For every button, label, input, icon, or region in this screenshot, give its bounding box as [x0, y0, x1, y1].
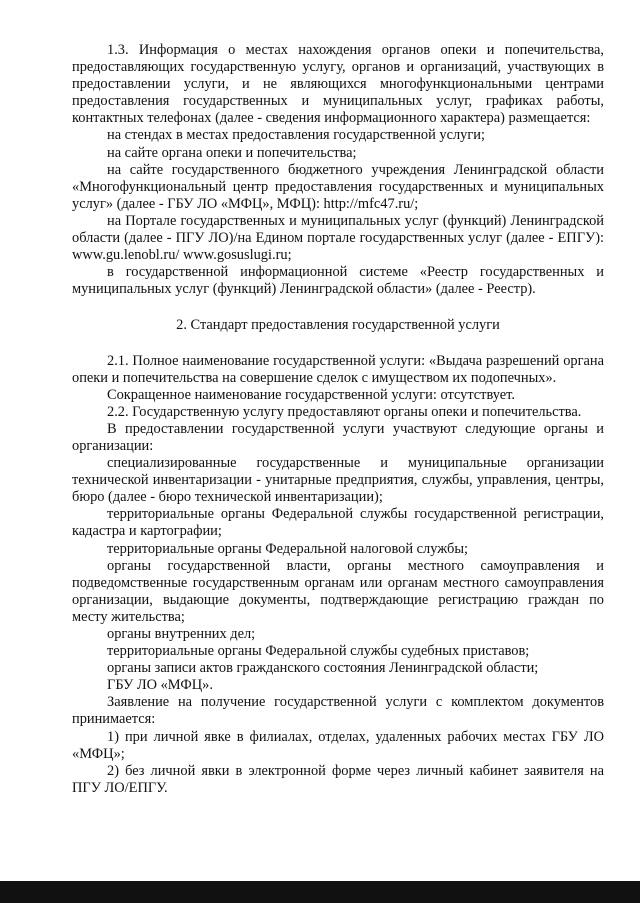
paragraph: Заявление на получение государственной услуги с комплектом документов принимается:: [72, 694, 604, 728]
list-item: ГБУ ЛО «МФЦ».: [107, 677, 213, 694]
list-item: на сайте органа опеки и попечительства;: [107, 144, 357, 161]
list-item: на стендах в местах предоставления государственной услуги;: [107, 127, 485, 144]
paragraph-2-1: 2.1. Полное наименование государственной услуги: «Выдача разрешений органа опеки и попечительства на совершение сделок с имуществом их подопечных».: [72, 352, 604, 386]
list-item: 1) при личной явке в филиалах, отделах, удаленных рабочих местах ГБУ ЛО «МФЦ»;: [72, 728, 604, 762]
list-item: 2) без личной явки в электронной форме через личный кабинет заявителя на ПГУ ЛО/ЕПГУ.: [72, 762, 604, 796]
list-item: в государственной информационной системе «Реестр государственных и муниципальных услуг (функций) Ленинградской области» (далее - Реестр).: [72, 264, 604, 298]
paragraph: В предоставлении государственной услуги участвуют следующие органы и организации:: [72, 420, 604, 454]
paragraph-1-3: 1.3. Информация о местах нахождения органов опеки и попечительства, предоставляющих государственную услугу, органов и организаций, участвующих в предоставлении услуги, и не являющихся многофункциональными центрами предоставления государственных и муниципальных услуг, графиках работы, контактных телефонах (далее - сведения информационного характера) размещается:: [72, 42, 604, 127]
list-item: органы государственной власти, органы местного самоуправления и подведомственные государственным органам или органам местного самоуправления организации, выдающие документы, подтверждающие регистрацию граждан по месту жительства;: [72, 557, 604, 625]
paragraph-2-2: 2.2. Государственную услугу предоставляют органы опеки и попечительства.: [107, 403, 582, 420]
list-item: территориальные органы Федеральной службы государственной регистрации, кадастра и картографии;: [72, 506, 604, 540]
list-item: на Портале государственных и муниципальных услуг (функций) Ленинградской области (далее - ПГУ ЛО)/на Едином портале государственных услуг (далее - ЕПГУ): www.gu.lenobl.ru/ www.gosuslugi.ru;: [72, 212, 604, 264]
paragraph: Сокращенное наименование государственной услуги: отсутствует.: [107, 386, 515, 403]
list-item: органы внутренних дел;: [107, 626, 256, 642]
list-item: территориальные органы Федеральной службы судебных приставов;: [107, 643, 530, 660]
section-heading: 2. Стандарт предоставления государственной услуги: [176, 317, 500, 334]
list-item: на сайте государственного бюджетного учреждения Ленинградской области «Многофункциональный центр предоставления государственных и муниципальных услуг» (далее - ГБУ ЛО «МФЦ», МФЦ): http://mfc47.ru/;: [72, 161, 604, 212]
list-item: территориальные органы Федеральной налоговой службы;: [107, 540, 468, 557]
scan-edge-bar: [0, 881, 640, 903]
document-body: [72, 42, 604, 797]
list-item: органы записи актов гражданского состояния Ленинградской области;: [107, 660, 539, 677]
list-item: специализированные государственные и муниципальные организации технической инвентаризации - унитарные предприятия, службы, управления, центры, бюро (далее - бюро технической инвентаризации);: [72, 455, 604, 506]
